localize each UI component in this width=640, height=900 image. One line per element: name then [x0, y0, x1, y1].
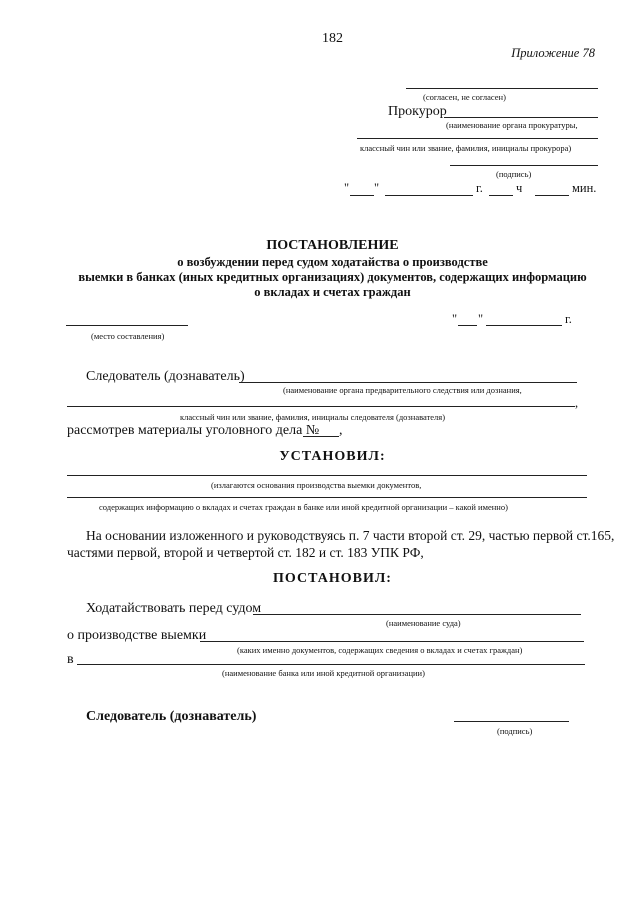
prosecutor-signature-line[interactable] [450, 165, 598, 166]
investigator-rank-line[interactable] [67, 406, 575, 407]
approval-year-suffix: г. [476, 181, 483, 195]
place-caption: (место составления) [91, 331, 165, 341]
place-quote-open: " [452, 312, 458, 326]
prosecutor-label: Прокурор [388, 104, 447, 119]
investigator-rank-caption: классный чин или звание, фамилия, инициалы следователя (дознавателя) [180, 412, 446, 422]
court-line[interactable] [253, 614, 581, 615]
page-number: 182 [322, 31, 343, 46]
appendix-label: Приложение 78 [511, 46, 595, 60]
approval-day-line[interactable] [350, 195, 374, 196]
prosecutor-org-caption: (наименование органа прокуратуры, [446, 120, 578, 130]
signature-line[interactable] [454, 721, 569, 722]
established-caption-2: содержащих информацию о вкладах и счетах граждан в банке или иной кредитной организации – какой именно) [99, 502, 508, 512]
agree-line[interactable] [406, 88, 598, 89]
place-month-line[interactable] [486, 325, 562, 326]
signature-label: Следователь (дознаватель) [86, 709, 257, 724]
agree-caption: (согласен, не согласен) [423, 92, 506, 102]
approval-hour-line[interactable] [489, 195, 513, 196]
established-caption-1: (излагаются основания производства выемки документов, [211, 480, 422, 490]
court-caption: (наименование суда) [386, 618, 461, 628]
document-title: ПОСТАНОВЛЕНИЕ [266, 238, 399, 253]
approval-minute-line[interactable] [535, 195, 569, 196]
title-line-1: о возбуждении перед судом ходатайства о производстве [177, 255, 488, 269]
investigator-label: Следователь (дознаватель) [86, 369, 245, 384]
established-heading: УСТАНОВИЛ: [279, 449, 386, 464]
place-year-suffix: г. [565, 312, 572, 326]
title-line-2: выемки в банках (иных кредитных организациях) документов, содержащих информацию [78, 270, 587, 284]
investigator-org-caption: (наименование органа предварительного следствия или дознания, [283, 385, 522, 395]
documents-line[interactable] [200, 641, 584, 642]
quote-close: " [374, 181, 380, 195]
title-line-3: о вкладах и счетах граждан [254, 285, 411, 299]
case-number-comma: , [339, 423, 343, 438]
seizure-label: о производстве выемки [67, 628, 207, 643]
in-label: в [67, 652, 74, 667]
considered-text: рассмотрев материалы уголовного дела № [67, 423, 320, 438]
petition-label: Ходатайствовать перед судом [86, 601, 262, 616]
approval-hour-suffix: ч [516, 181, 523, 195]
basis-line-1: На основании изложенного и руководствуясь п. 7 части второй ст. 29, частью первой ст.165, [86, 528, 615, 543]
prosecutor-rank-line[interactable] [357, 138, 598, 139]
place-quote-close: " [478, 312, 484, 326]
bank-caption: (наименование банка или иной кредитной организации) [222, 668, 425, 678]
prosecutor-signature-caption: (подпись) [496, 169, 532, 179]
case-number-line[interactable] [303, 436, 339, 437]
signature-caption: (подпись) [497, 726, 533, 736]
approval-minute-suffix: мин. [572, 181, 597, 195]
bank-line[interactable] [77, 664, 585, 665]
established-line-2[interactable] [67, 497, 587, 498]
place-line[interactable] [66, 325, 188, 326]
basis-line-2: частями первой, второй и четвертой ст. 182 и ст. 183 УПК РФ, [67, 545, 424, 560]
resolved-heading: ПОСТАНОВИЛ: [273, 571, 392, 586]
documents-caption: (каких именно документов, содержащих сведения о вкладах и счетах граждан) [237, 645, 523, 655]
prosecutor-rank-caption: классный чин или звание, фамилия, инициалы прокурора) [360, 143, 572, 153]
investigator-rank-comma: , [575, 396, 579, 410]
place-day-line[interactable] [458, 325, 477, 326]
quote-open: " [344, 181, 350, 195]
approval-month-line[interactable] [385, 195, 473, 196]
prosecutor-org-line[interactable] [444, 117, 598, 118]
established-line-1[interactable] [67, 475, 587, 476]
investigator-org-line[interactable] [239, 382, 577, 383]
